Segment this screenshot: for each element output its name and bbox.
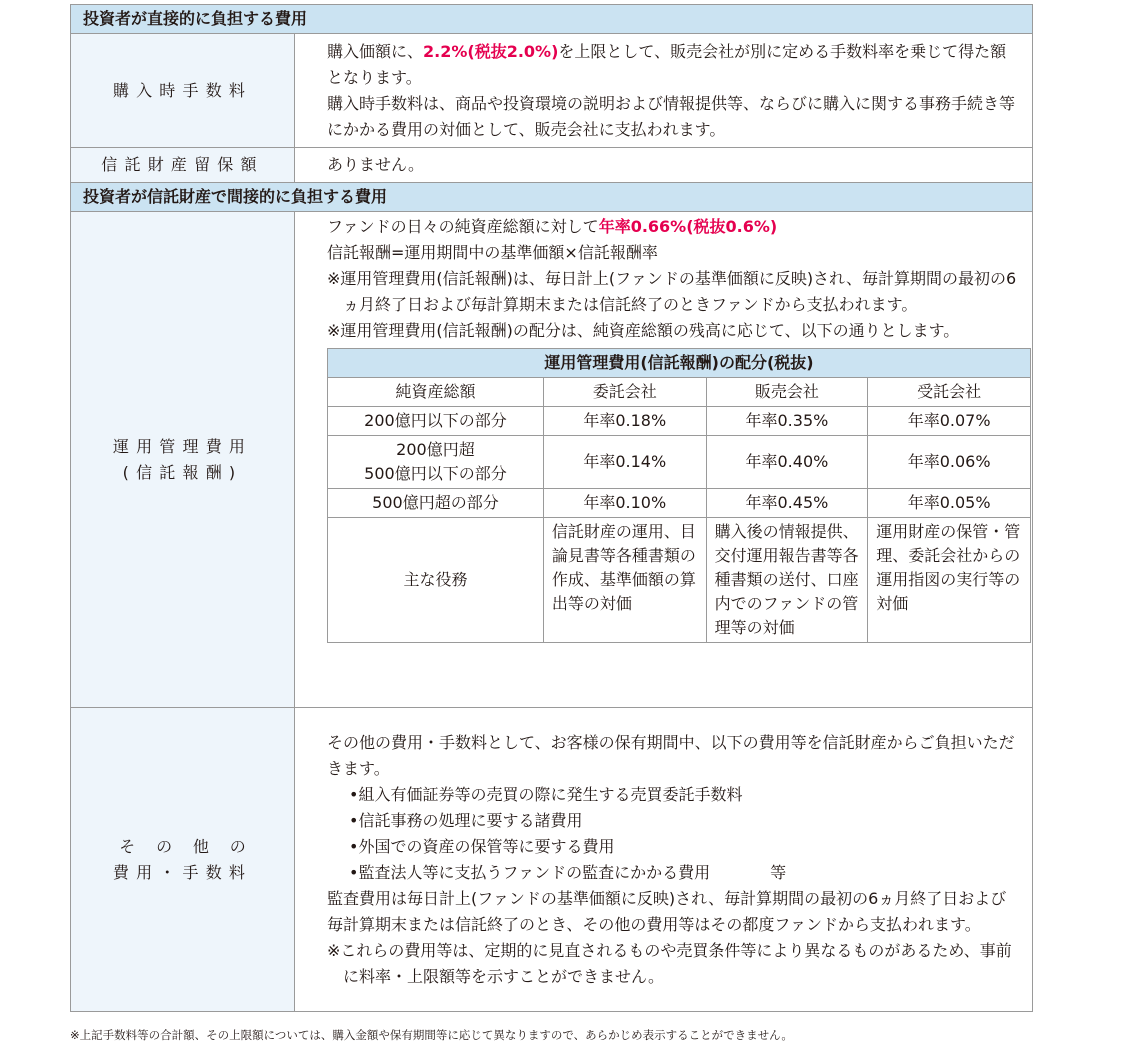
fee-allocation-table <box>327 348 1031 643</box>
table-row: 200億円超 500億円以下の部分 年率0.14% 年率0.40% 年率0.06% <box>328 436 1031 489</box>
row-management-fee <box>71 212 1033 708</box>
table-row: 200億円以下の部分 年率0.18% 年率0.35% 年率0.07% <box>328 407 1031 436</box>
footnote: ※上記手数料等の合計額、その上限額については、購入金額や保有期間等に応じて異なりますので、あらかじめ表示することができません。 <box>70 1028 793 1042</box>
purchase-fee-max-rate: 2.2%(税抜2.0%) <box>423 41 559 61</box>
management-fee-note-2: ※運用管理費用(信託報酬)の配分は、純資産総額の残高に応じて、以下の通りとします。 <box>327 321 960 340</box>
role-distributor: 購入後の情報提供、交付運用報告書等各種書類の送付、口座内でのファンドの管理等の対価 <box>706 518 868 643</box>
list-item: •監査法人等に支払うファンドの監査にかかる費用 等 <box>349 862 787 882</box>
table-row: 500億円超の部分 年率0.10% 年率0.45% 年率0.05% <box>328 489 1031 518</box>
section-indirect-costs <box>71 183 1033 212</box>
list-item: •外国での資産の保管等に要する費用 <box>349 836 615 856</box>
label-trust-reserve: 信託財産留保額 <box>71 148 295 183</box>
management-fee-line-1: ファンドの日々の純資産総額に対して年率0.66%(税抜0.6%) <box>327 217 778 236</box>
management-fee-rate: 年率0.66%(税抜0.6%) <box>598 217 778 236</box>
allocation-header-row <box>328 378 1031 407</box>
label-management-fee: 運用管理費用 (信託報酬) <box>71 212 295 708</box>
roles-label: 主な役務 <box>328 518 544 643</box>
header-distributor: 販売会社 <box>706 378 868 407</box>
content-trust-reserve: ありません。 <box>295 148 1033 183</box>
content-management-fee <box>295 212 1033 708</box>
content-other-fees <box>295 708 1033 1012</box>
other-fees-audit: 監査費用は毎日計上(ファンドの基準価額に反映)され、毎計算期間の最初の6ヵ月終了日および毎計算期末または信託終了のとき、その他の費用等はその都度ファンドから支払われます。 <box>327 888 1007 934</box>
label-other-fees: その他の 費用・手数料 <box>71 708 295 1012</box>
list-item: •信託事務の処理に要する諸費用 <box>349 810 583 830</box>
section-title-indirect: 投資者が信託財産で間接的に負担する費用 <box>71 183 1033 212</box>
fee-table <box>70 4 1033 1012</box>
purchase-fee-line-2: 購入時手数料は、商品や投資環境の説明および情報提供等、ならびに購入に関する事務手続き等にかかる費用の対価として、販売会社に支払われます。 <box>327 93 1016 139</box>
section-title-direct: 投資者が直接的に負担する費用 <box>71 5 1033 34</box>
allocation-caption: 運用管理費用(信託報酬)の配分(税抜) <box>328 349 1031 378</box>
row-purchase-fee <box>71 34 1033 148</box>
management-fee-formula: 信託報酬=運用期間中の基準価額×信託報酬率 <box>327 243 658 262</box>
row-trust-reserve <box>71 148 1033 183</box>
other-fees-note: ※これらの費用等は、定期的に見直されるものや売買条件等により異なるものがあるため、事前に料率・上限額等を示すことができません。 <box>327 940 1012 986</box>
allocation-roles-row <box>328 518 1031 643</box>
row-other-fees <box>71 708 1033 1012</box>
header-trustee: 受託会社 <box>868 378 1031 407</box>
other-fees-intro: その他の費用・手数料として、お客様の保有期間中、以下の費用等を信託財産からご負担いただきます。 <box>327 732 1015 778</box>
role-management-company: 信託財産の運用、目論見書等各種書類の作成、基準価額の算出等の対価 <box>543 518 706 643</box>
management-fee-note-1: ※運用管理費用(信託報酬)は、毎日計上(ファンドの基準価額に反映)され、毎計算期間の最初の6ヵ月終了日および毎計算期末または信託終了のときファンドから支払われます。 <box>327 269 1017 314</box>
purchase-fee-line-1: 購入価額に、2.2%(税抜2.0%)を上限として、販売会社が別に定める手数料率を乗じて得た額となります。 <box>327 41 1007 87</box>
allocation-caption-row <box>328 349 1031 378</box>
content-purchase-fee <box>295 34 1033 148</box>
role-trustee: 運用財産の保管・管理、委託会社からの運用指図の実行等の対価 <box>868 518 1031 643</box>
section-direct-costs <box>71 5 1033 34</box>
fee-table-container <box>70 4 1032 1012</box>
header-net-assets: 純資産総額 <box>328 378 544 407</box>
header-management-company: 委託会社 <box>543 378 706 407</box>
label-purchase-fee: 購入時手数料 <box>71 34 295 148</box>
list-item: •組入有価証券等の売買の際に発生する売買委託手数料 <box>349 784 743 804</box>
